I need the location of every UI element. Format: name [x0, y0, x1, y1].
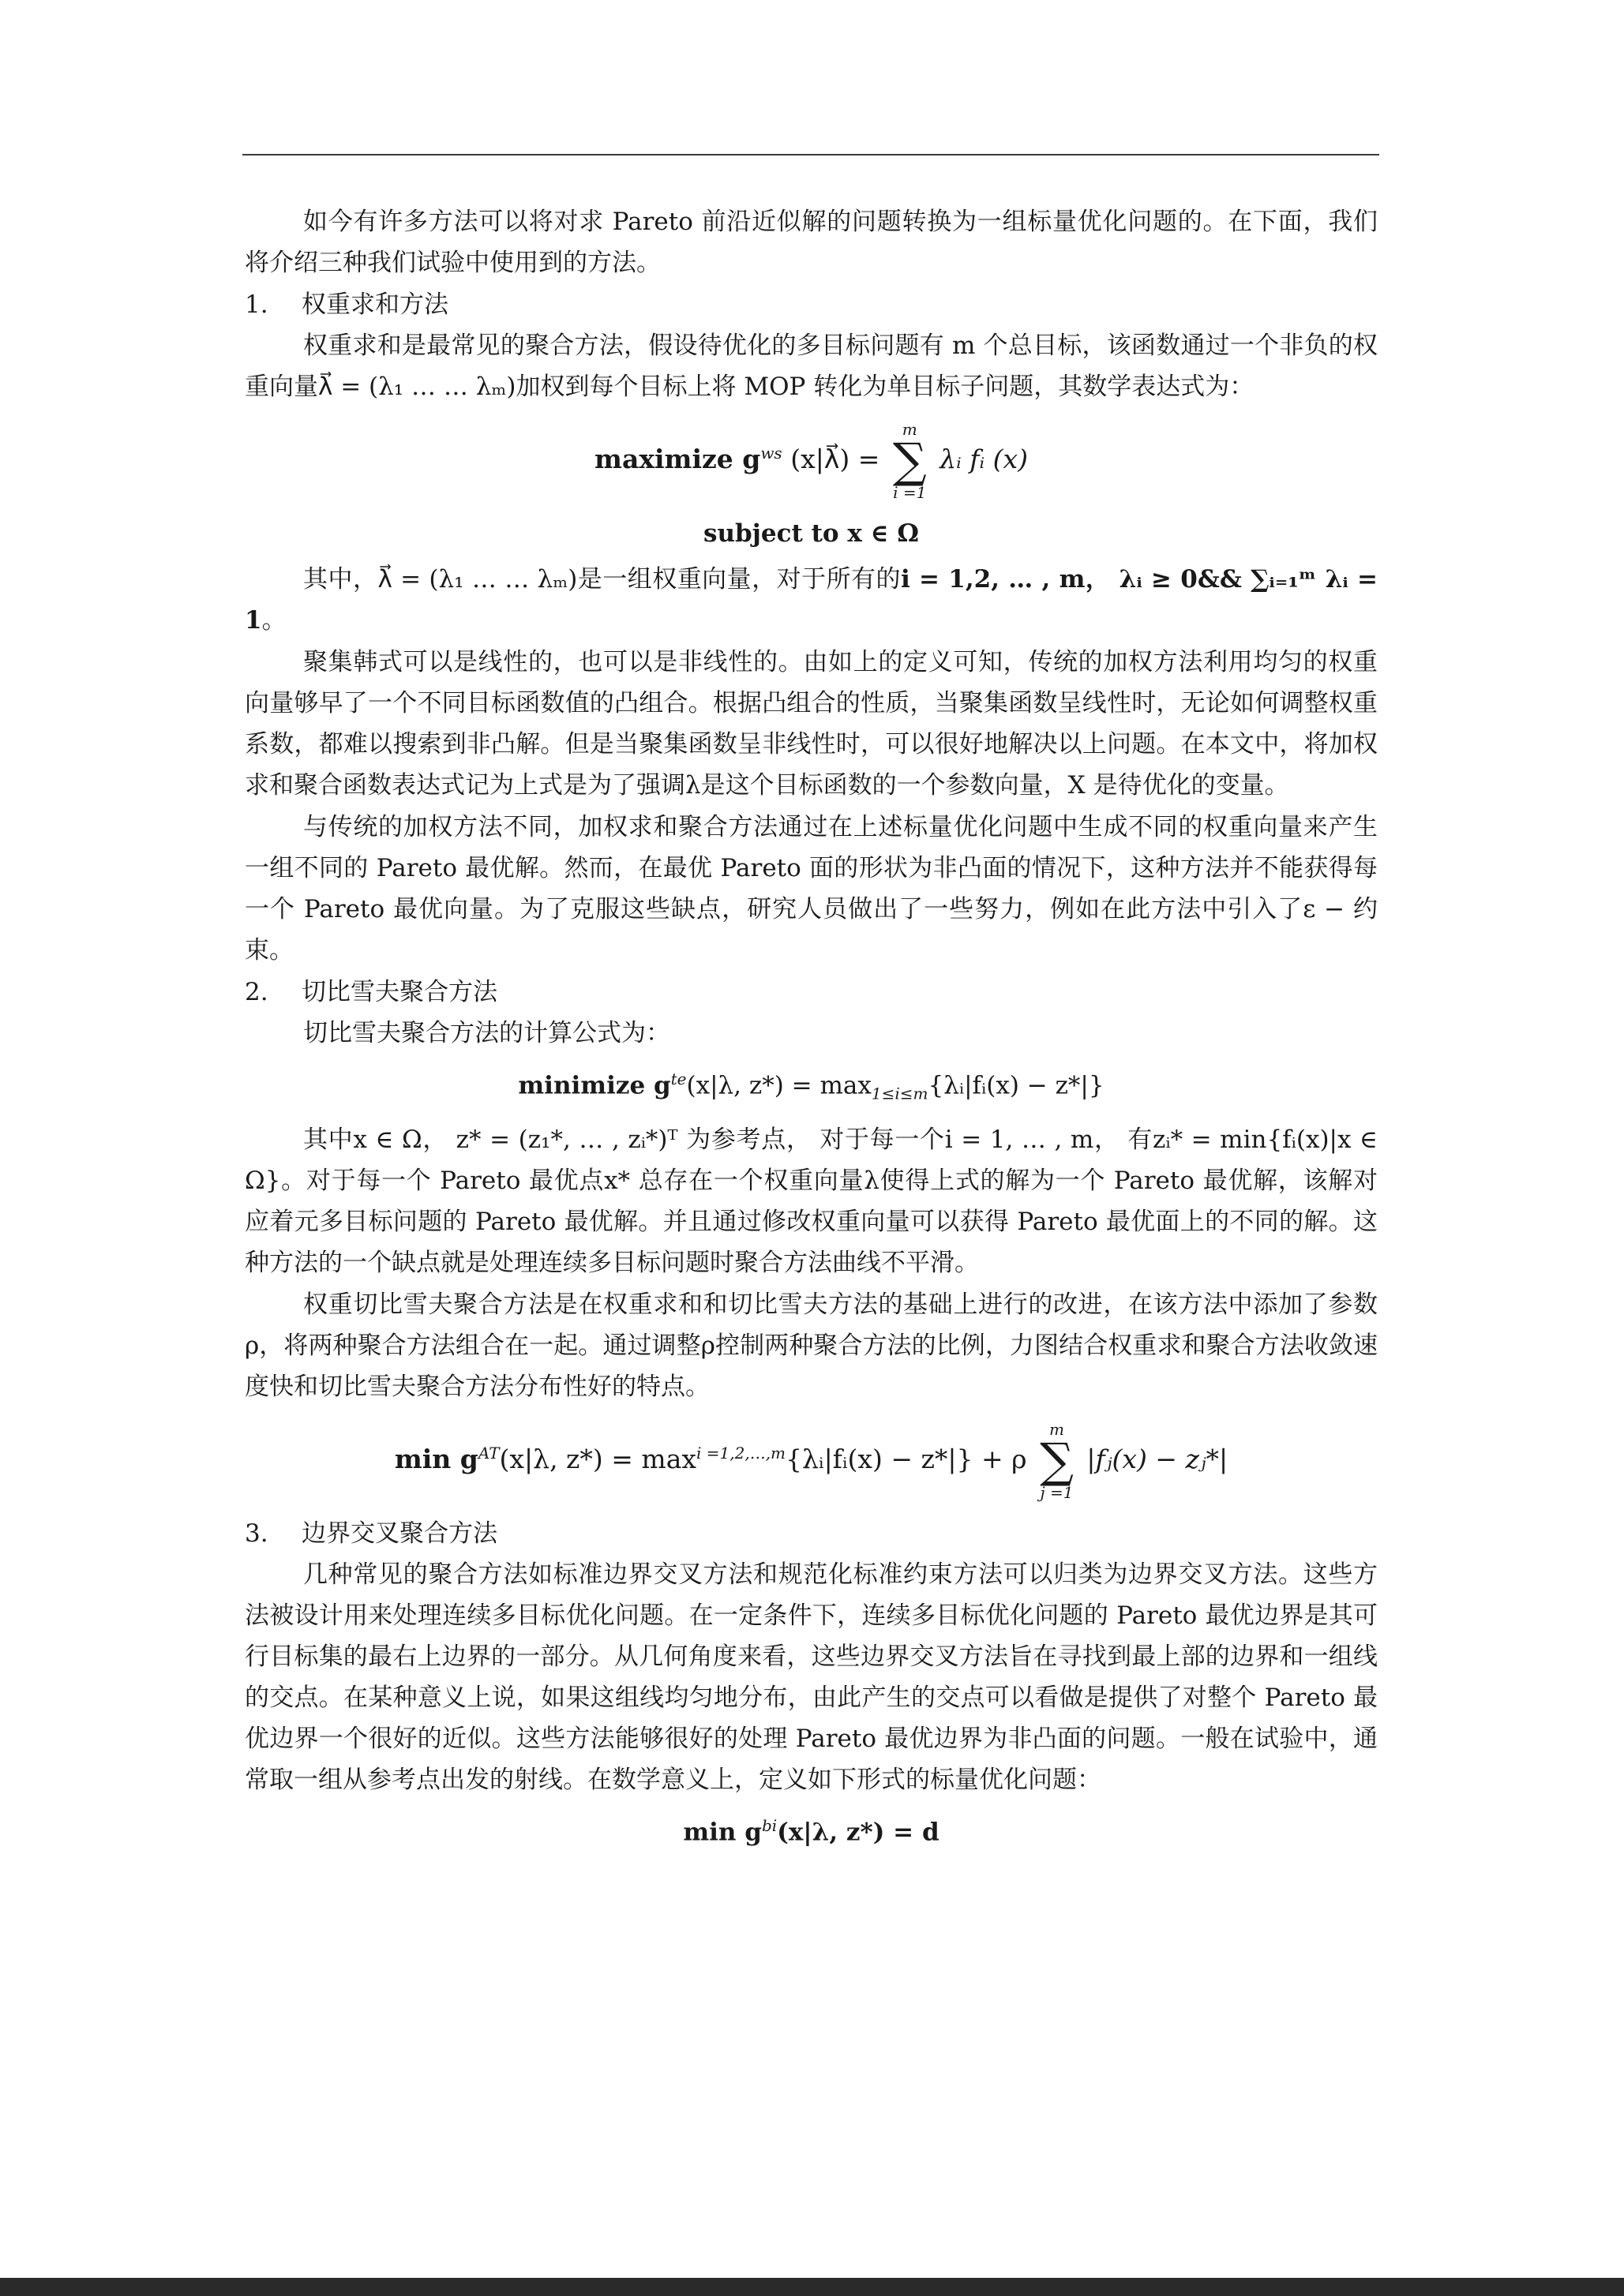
weight-vector-math: λ⃗ = (λ₁ … … λₘ): [377, 565, 578, 594]
section-2-title: 切比雪夫聚合方法: [302, 978, 497, 1006]
eq-sup: i =1,2,…,m: [696, 1443, 786, 1463]
equation-tchebycheff: [245, 1058, 1378, 1114]
text-run: 其中，: [303, 565, 378, 594]
section-3-heading: [245, 1513, 1378, 1554]
eq-text: {λᵢ|fᵢ(x) − z*|}: [928, 1071, 1105, 1100]
section-3-paragraph-1: 几种常见的聚合方法如标准边界交叉方法和规范化标准约束方法可以归类为边界交叉方法。这些方法被设计用来处理连续多目标优化问题。在一定条件下，连续多目标优化问题的 Pareto 最优边界是其可行目标集的最右上边界的一部分。从几何角度来看，这些边界交叉方法旨在寻找到最上部的边界和一组线的交点。在某种意义上说，如果这组线均匀地分布，由此产生的交点可以看做是提供了对整个 Pareto 最优边界一个很好的近似。这些方法能够很好的处理 Pareto 最优边界为非凸面的问题。一般在试验中，通常取一组从参考点出发的射线。在数学意义上，定义如下形式的标量优化问题：: [245, 1560, 1378, 1794]
eq-sup: te: [670, 1069, 687, 1088]
eq-text: |fⱼ(x) − zⱼ*|: [1086, 1443, 1228, 1474]
section-2-paragraph-2: 其中x ∈ Ω， z* = (z₁*, … , zᵢ*)ᵀ 为参考点， 对于每一个i = 1, … , m， 有zᵢ* = min{fᵢ(x)|x ∈ Ω}。对于每一个 Pareto 最优点x* 总存在一个权重向量λ使得上式的解为一个 Pareto 最优解，该解对应着元多目标问题的 Pareto 最优解。并且通过修改权重向量可以获得 Pareto 最优面上的不同的解。这种方法的一个缺点就是处理连续多目标问题时聚合方法曲线不平滑。: [245, 1125, 1378, 1277]
equation-boundary-intersection: [245, 1805, 1378, 1852]
sum-lower: j =1: [1040, 1482, 1074, 1502]
section-2-heading: [245, 972, 1378, 1013]
section-2-paragraph-3: 权重切比雪夫聚合方法是在权重求和和切比雪夫方法的基础上进行的改进，在该方法中添加了参数ρ，将两种聚合方法组合在一起。通过调整ρ控制两种聚合方法的比例，力图结合权重求和聚合方法收敛速度快和切比雪夫聚合方法分布性好的特点。: [245, 1290, 1378, 1401]
section-1-paragraph-4: 与传统的加权方法不同，加权求和聚合方法通过在上述标量优化问题中生成不同的权重向量来产生一组不同的 Pareto 最优解。然而，在最优 Pareto 面的形状为非凸面的情况下，这种方法并不能获得每一个 Pareto 最优向量。为了克服这些缺点，研究人员做出了一些努力，例如在此方法中引入了ε − 约束。: [245, 813, 1378, 964]
sum-lower: i =1: [893, 483, 927, 502]
eq-sub: 1≤i≤m: [871, 1084, 928, 1103]
constraint-math: i = 1,2, … , m， λᵢ ≥ 0&& ∑ᵢ₌₁ᵐ λᵢ = 1: [245, 565, 1378, 635]
section-1-paragraph-3: 聚集韩式可以是线性的，也可以是非线性的。由如上的定义可知，传统的加权方法利用均匀的权重向量够早了一个不同目标函数值的凸组合。根据凸组合的性质，当聚集函数呈线性时，无论如何调整权重系数，都难以搜索到非凸解。但是当聚集函数呈非线性时，可以很好地解决以上问题。在本文中，将加权求和聚合函数表达式记为上式是为了强调λ是这个目标函数的一个参数向量，X 是待优化的变量。: [245, 648, 1378, 800]
eq-text: (x|λ, z*) = max: [686, 1071, 872, 1100]
eq-sup: bi: [761, 1815, 778, 1835]
eq-text: (x|λ⃗) =: [790, 444, 880, 474]
section-1-number: 1.: [245, 290, 268, 319]
eq-text: (x|λ, z*) = max: [499, 1443, 697, 1474]
text-run: 加权到每个目标上将 MOP 转化为单目标子问题，其数学表达式为：: [516, 373, 1255, 401]
eq-text: maximize g: [594, 444, 761, 474]
text-run: 权重求和是最常见的聚合方法，假设待优化的多目标问题有 m 个总目标，该函数通过一个非负的权重向量: [245, 331, 1378, 401]
summation-symbol: m ∑ j =1: [1040, 1419, 1074, 1502]
eq-text: minimize g: [518, 1071, 671, 1100]
equation-subject-to: subject to x ∈ Ω: [703, 519, 919, 548]
document-body: [245, 201, 1378, 1857]
eq-text: min g: [394, 1443, 478, 1474]
equation-weighted-sum: [245, 421, 1378, 500]
eq-text: min g: [683, 1817, 762, 1846]
eq-sup: ws: [760, 444, 782, 463]
weight-vector-math: λ⃗ = (λ₁ … … λₘ): [318, 373, 516, 401]
eq-text: λᵢ fᵢ (x): [940, 444, 1028, 474]
eq-sup: AT: [478, 1443, 500, 1463]
header-rule: [242, 154, 1379, 155]
sum-upper: m: [902, 420, 917, 439]
section-3-number: 3.: [245, 1519, 268, 1548]
section-2-paragraph-1: 切比雪夫聚合方法的计算公式为：: [303, 1019, 670, 1047]
equation-weighted-tchebycheff: [245, 1421, 1378, 1500]
summation-symbol: m ∑ i =1: [892, 420, 927, 502]
text-run: 是一组权重向量，对于所有的: [577, 565, 901, 594]
bottom-edge-bar: [0, 2278, 1624, 2296]
section-1-title: 权重求和方法: [302, 290, 448, 319]
section-1-paragraph-1: [245, 325, 1378, 407]
section-1-paragraph-2: [245, 559, 1378, 641]
section-1-heading: [245, 284, 1378, 325]
eq-text: {λᵢ|fᵢ(x) − z*|} + ρ: [786, 1443, 1027, 1474]
sum-upper: m: [1049, 1419, 1064, 1439]
eq-text: (x|λ, z*) = d: [777, 1817, 940, 1846]
section-2-number: 2.: [245, 978, 268, 1006]
section-3-title: 边界交叉聚合方法: [302, 1519, 497, 1548]
text-run: 。: [261, 606, 287, 635]
intro-paragraph: 如今有许多方法可以将对求 Pareto 前沿近似解的问题转换为一组标量优化问题的。在下面，我们将介绍三种我们试验中使用到的方法。: [245, 208, 1378, 277]
